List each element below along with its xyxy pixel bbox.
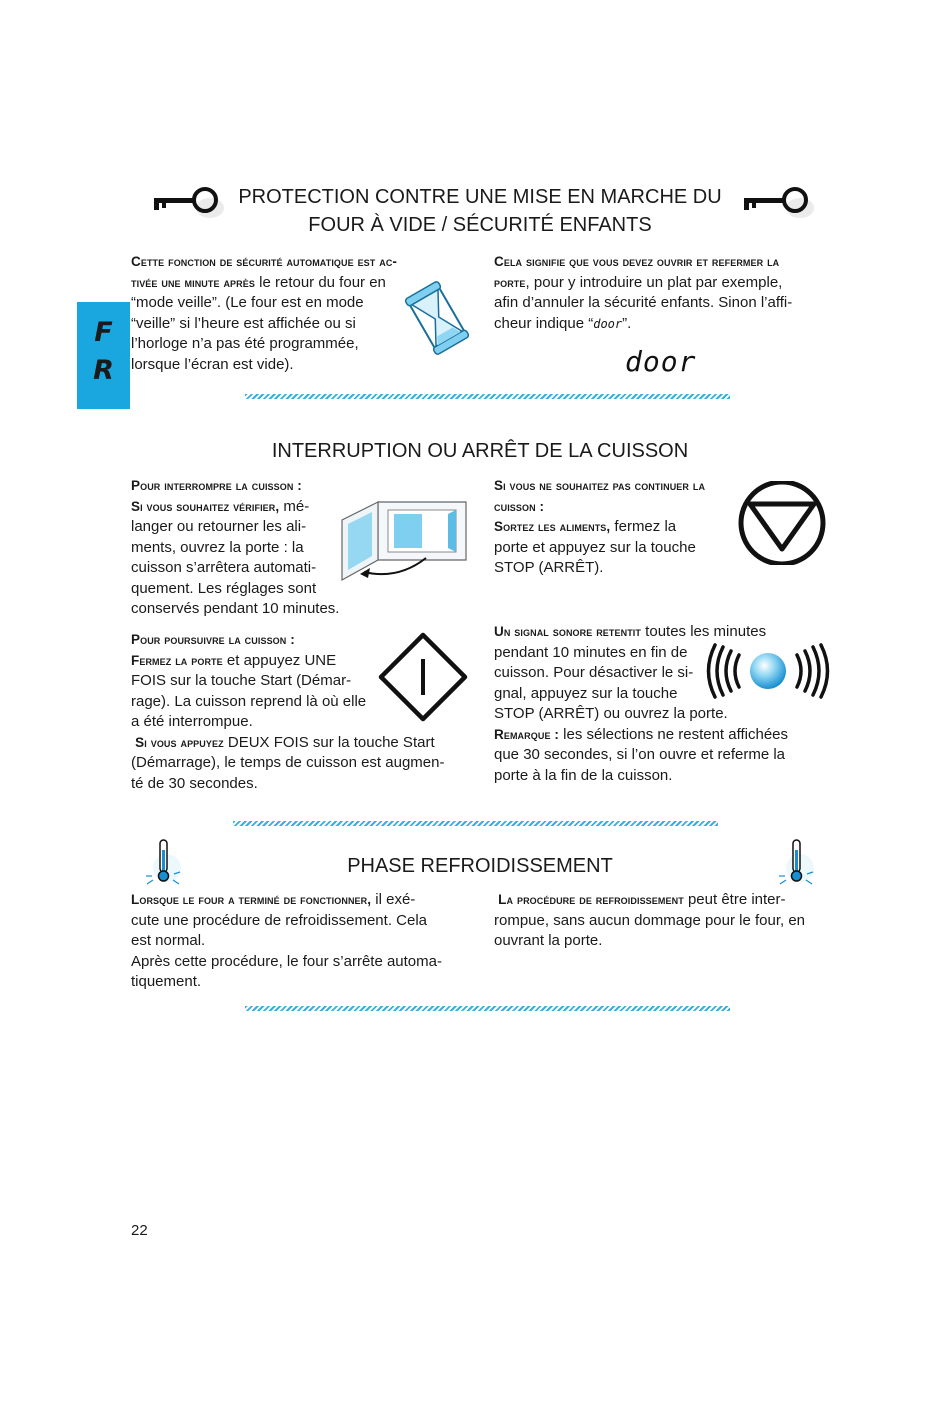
body-text: toutes les minutes (641, 623, 767, 640)
body-text: DEUX FOIS sur la touche Start (223, 733, 435, 751)
section-divider (245, 394, 730, 399)
body-line: té de 30 secondes. (131, 774, 258, 792)
lead-text: Lorsque le four a terminé de fonctionner, (131, 892, 372, 907)
sound-signal-icon (703, 641, 833, 701)
body-text: ”. (622, 314, 632, 332)
protection-left-text (131, 252, 431, 375)
language-tab (77, 302, 130, 409)
lead-text: La procédure de refroidissement (498, 892, 684, 907)
cooling-right-text (494, 890, 839, 952)
body-line: cute une procédure de refroidissement. Cela (131, 911, 428, 929)
lead-text: Cette fonction de sécurité automatique est ac- (131, 254, 398, 269)
body-line: que 30 secondes, si l’on ouvre et referme la (494, 746, 785, 763)
thermometer-icon (143, 836, 183, 890)
lead-text: Cela signifie que vous devez ouvrir et refermer la (494, 254, 780, 269)
stop-icon (735, 481, 829, 565)
body-line: “mode veille”. (Le four est en mode (131, 294, 364, 311)
lead-text: Un signal sonore retentit (494, 624, 642, 639)
lead-text: Pour interrompre la cuisson : (131, 478, 302, 493)
body-line: (Démarrage), le temps de cuisson est augmen- (131, 754, 445, 771)
body-line: FOIS sur la touche Start (Démar- (131, 672, 352, 689)
body-text: et appuyez UNE (222, 651, 337, 669)
lead-text: Sortez les aliments, (494, 519, 611, 534)
section-title-cooling: PHASE REFROIDISSEMENT (347, 855, 613, 877)
body-line: STOP (ARRÊT) ou ouvrez la porte. (494, 705, 728, 722)
lead-text: Si vous appuyez (135, 734, 224, 750)
protection-right-text (494, 252, 834, 334)
body-text: il exé- (371, 891, 416, 908)
body-line: “veille” si l’heure est affichée ou si (131, 314, 356, 332)
body-line: tiquement. (131, 973, 202, 990)
body-text: , pour y introduire un plat par exemple, (525, 273, 783, 291)
section-title-protection (230, 183, 730, 239)
lead-text: Si vous ne souhaitez pas continuer la (494, 478, 706, 493)
open-oven-icon (338, 494, 474, 584)
body-text: le retour du four en (254, 273, 386, 291)
title-line: FOUR À VIDE / SÉCURITÉ ENFANTS (308, 214, 652, 236)
section-divider (233, 821, 718, 826)
body-line: cuisson. Pour désactiver le si- (494, 664, 694, 681)
body-line: ouvrant la porte. (494, 932, 603, 949)
body-line: langer ou retourner les ali- (131, 518, 307, 535)
door-display: door (625, 345, 697, 378)
section-divider (245, 1006, 730, 1011)
lead-text: Si vous souhaitez vérifier, (131, 498, 280, 514)
body-line: gnal, appuyez sur la touche (494, 684, 678, 702)
title-line: PROTECTION CONTRE UNE MISE EN MARCHE DU (238, 186, 722, 208)
body-line: STOP (ARRÊT). (494, 559, 604, 576)
lead-text: tivée une minute après (131, 274, 255, 290)
body-line: a été interrompue. (131, 713, 253, 730)
door-inline: door (593, 316, 623, 331)
body-line: porte à la fin de la cuisson. (494, 766, 673, 784)
hourglass-icon (398, 278, 476, 358)
body-line: est normal. (131, 932, 206, 949)
body-line: conservés pendant 10 minutes. (131, 600, 340, 617)
body-text: les sélections ne restent affichées (559, 725, 789, 743)
body-line: quement. Les réglages sont (131, 579, 317, 597)
page-number: 22 (131, 1222, 148, 1239)
body-text: cheur indique “ (494, 314, 594, 332)
body-line: rompue, sans aucun dommage pour le four, en (494, 911, 806, 929)
section-title-interruption: INTERRUPTION OU ARRÊT DE LA CUISSON (271, 440, 689, 462)
body-text: fermez la (610, 518, 677, 535)
start-icon (377, 631, 469, 723)
body-line: lorsque l’écran est vide). (131, 355, 294, 373)
body-line: afin d’annuler la sécurité enfants. Sinon l’affi- (494, 294, 793, 311)
cooling-left-text (131, 890, 471, 993)
body-line: porte et appuyez sur la touche (494, 538, 696, 556)
language-letter-f: F (94, 317, 113, 348)
body-text: mé- (279, 497, 310, 515)
body-line: rage). La cuisson reprend là où elle (131, 692, 367, 710)
key-icon (738, 180, 818, 224)
interrupt-left-text (131, 476, 371, 620)
body-line: Après cette procédure, le four s’arrête automa- (131, 952, 442, 970)
lead-text: Pour poursuivre la cuisson : (131, 632, 295, 647)
body-line: pendant 10 minutes en fin de (494, 643, 688, 661)
lead-text: porte (494, 274, 526, 290)
lead-text: cuisson : (494, 498, 545, 514)
language-letter-r: R (93, 355, 114, 386)
thermometer-icon (776, 836, 816, 890)
key-icon (148, 180, 228, 224)
body-text: peut être inter- (683, 891, 786, 908)
body-line: ments, ouvrez la porte : la (131, 538, 304, 556)
lead-text: Fermez la porte (131, 652, 223, 668)
lead-text: Remarque : (494, 726, 559, 742)
body-line: cuisson s’arrêtera automati- (131, 559, 317, 576)
stop-right-text (494, 476, 744, 579)
body-line: l’horloge n’a pas été programmée, (131, 335, 359, 352)
